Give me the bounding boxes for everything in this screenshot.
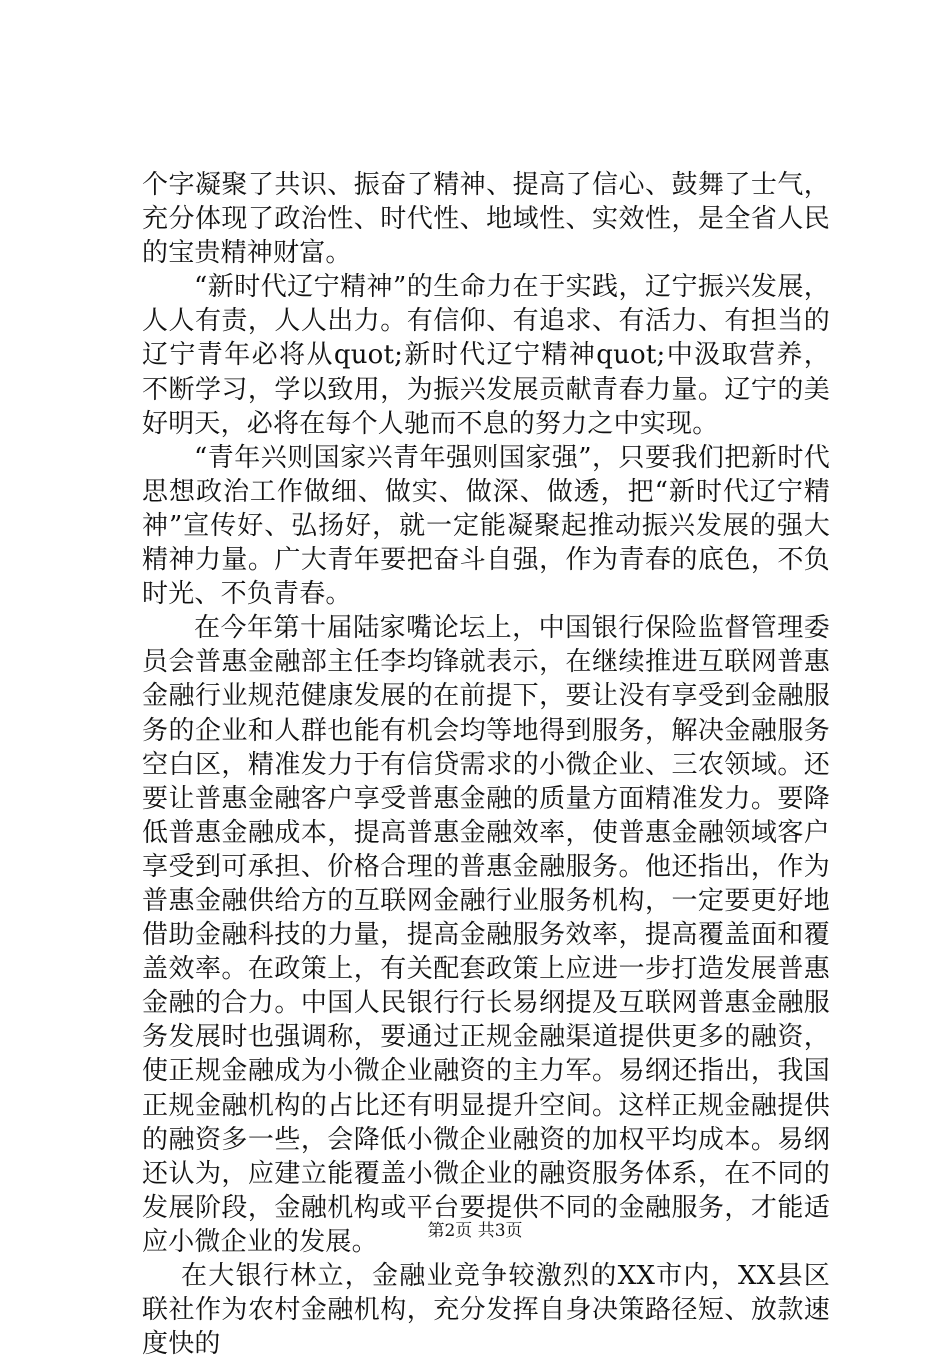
paragraph-5: 在大银行林立，金融业竞争较激烈的XX市内，XX县区联社作为农村金融机构，充分发挥自身决策路径短、放款速度快的	[142, 1261, 830, 1360]
paragraph-1: 个字凝聚了共识、振奋了精神、提高了信心、鼓舞了士气，充分体现了政治性、时代性、地域性、实效性，是全省人民的宝贵精神财富。	[142, 170, 830, 269]
paragraph-4: 在今年第十届陆家嘴论坛上，中国银行保险监督管理委员会普惠金融部主任李均锋就表示，在继续推进互联网普惠金融行业规范健康发展的在前提下，要让没有享受到金融服务的企业和人群也能有机会均等地得到服务，解决金融服务空白区，精准发力于有信贷需求的小微企业、三农领域。还要让普惠金融客户享受普惠金融的质量方面精准发力。要降低普惠金融成本，提高普惠金融效率，使普惠金融领域客户享受到可承担、价格合理的普惠金融服务。他还指出，作为普惠金融供给方的互联网金融行业服务机构，一定要更好地借助金融科技的力量，提高金融服务效率，提高覆盖面和覆盖效率。在政策上，有关配套政策上应进一步打造发展普惠金融的合力。中国人民银行行长易纲提及互联网普惠金融服务发展时也强调称，要通过正规金融渠道提供更多的融资，使正规金融成为小微企业融资的主力军。易纲还指出，我国正规金融机构的占比还有明显提升空间。这样正规金融提供的融资多一些，会降低小微企业融资的加权平均成本。易纲还认为，应建立能覆盖小微企业的融资服务体系，在不同的发展阶段，金融机构或平台要提供不同的金融服务，才能适应小微企业的发展。	[142, 613, 830, 1257]
paragraph-2: “新时代辽宁精神”的生命力在于实践，辽宁振兴发展，人人有责，人人出力。有信仰、有追求、有活力、有担当的辽宁青年必将从quot;新时代辽宁精神quot;中汲取营养，不断学习，学以致用，为振兴发展贡献青春力量。辽宁的美好明天，必将在每个人驰而不息的努力之中实现。	[142, 272, 830, 439]
page-number-label: 第2页 共3页	[427, 1221, 523, 1241]
document-body	[142, 168, 830, 1361]
page-footer	[0, 1216, 950, 1241]
paragraph-3: “青年兴则国家兴青年强则国家强”，只要我们把新时代思想政治工作做细、做实、做深、做透，把“新时代辽宁精神”宣传好、弘扬好，就一定能凝聚起推动振兴发展的强大精神力量。广大青年要把奋斗自强，作为青春的底色，不负时光、不负青春。	[142, 442, 830, 610]
